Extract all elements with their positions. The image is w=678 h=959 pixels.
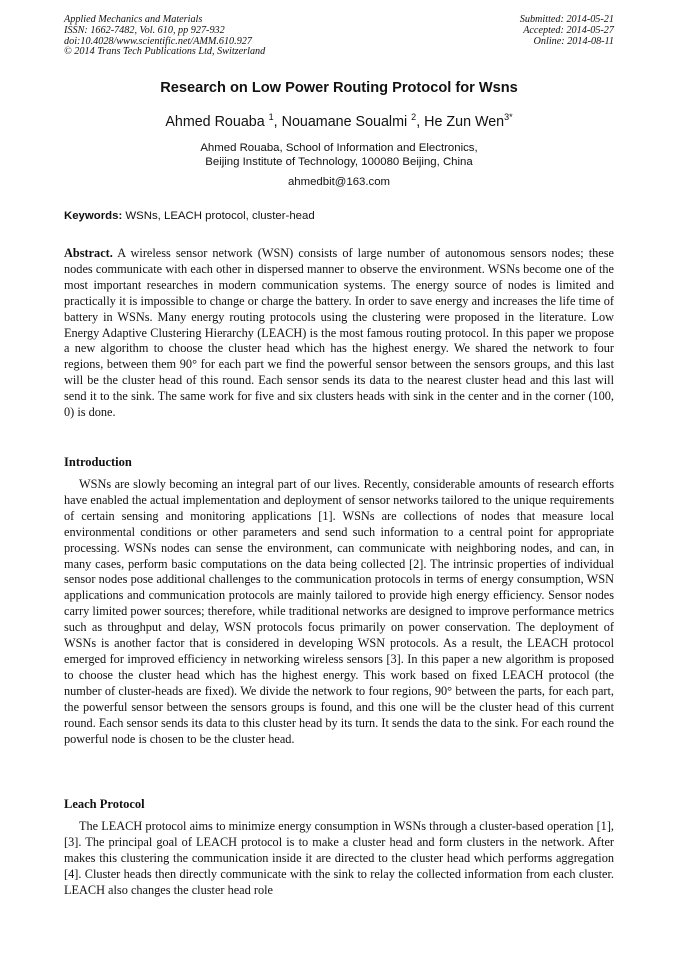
- journal-header: [64, 15, 265, 58]
- author-affiliation-mark: 3*: [504, 112, 513, 122]
- online-date: Online: 2014-08-11: [533, 35, 614, 47]
- keywords: [64, 210, 315, 222]
- journal-issn: ISSN: 1662-7482, Vol. 610, pp 927-932: [64, 24, 225, 36]
- abstract: [64, 246, 614, 421]
- submitted-date: Submitted: 2014-05-21: [519, 14, 614, 25]
- author-list: [0, 114, 678, 130]
- author-affiliation-mark: 1: [268, 112, 274, 122]
- paper-title: Research on Low Power Routing Protocol for Wsns: [160, 80, 518, 96]
- author-name: Nouamane Soualmi: [281, 114, 412, 130]
- leach-protocol-text: The LEACH protocol aims to minimize energy consumption in WSNs through a cluster-based operation [1], [3]. The principal goal of LEACH protocol is to make a cluster head and form clusters in the network. After makes this clustering the communication inside it are directed to the cluster head which performs aggregation [4]. Cluster heads then directly communicate with the sink to relay the collected information from each cluster. LEACH also changes the cluster head role: [64, 819, 614, 897]
- dates-header: [520, 15, 614, 47]
- author-email: ahmedbit@163.com: [287, 176, 391, 188]
- author-affiliation-mark: 2: [411, 112, 417, 122]
- keywords-label: Keywords:: [64, 210, 123, 222]
- author-name: He Zun Wen: [424, 114, 505, 130]
- author-name: Ahmed Rouaba: [165, 114, 269, 130]
- affiliation: [0, 141, 678, 170]
- abstract-text: A wireless sensor network (WSN) consists of large number of autonomous sensors nodes; these nodes communicate with each other in dispersed manner to observe the environment. WSNs become one of the most important researches in modern communication systems. The energy source of nodes is limited and practically it is impossible to change or charge the battery. In order to save energy and increases the life time of battery in WSNs. Many energy routing protocols using the clustering were proposed in the literature. Low Energy Adaptive Clustering Hierarchy (LEACH) is the most famous routing protocol. In this paper we propose a new algorithm to choose the cluster head which has the highest energy. We shared the network to four regions, between them 90° for each part we find the powerful sensor between the sensors groups, and this last will be the cluster head of this round. Each sensor sends its data to the nearest cluster head and this last will send it to the sink. The same work for five and six clusters heads with sink in the center and in the corner (100, 0) is done.: [64, 246, 614, 420]
- introduction-heading: Introduction: [64, 455, 132, 469]
- journal-copyright: © 2014 Trans Tech Publications Ltd, Switzerland: [64, 46, 266, 58]
- journal-name: Applied Mechanics and Materials: [64, 14, 203, 25]
- abstract-label: Abstract.: [64, 246, 113, 260]
- journal-doi: doi:10.4028/www.scientific.net/AMM.610.927: [64, 35, 252, 47]
- author-separator: ,: [416, 114, 425, 130]
- author-separator: ,: [273, 114, 282, 130]
- introduction-text: WSNs are slowly becoming an integral part of our lives. Recently, considerable amounts of research efforts have enabled the actual implementation and deployment of sensor networks tailored to the unique requirements of certain sensing and monitoring applications [1]. WSNs are collections of nodes that measure local environmental conditions or other parameters and send such information to a central point for appropriate processing. WSNs nodes can sense the environment, can communicate with neighboring nodes, and can, in many cases, perform basic computations on the data being collected [2]. The intrinsic properties of individual sensor nodes pose additional challenges to the communication protocols in terms of energy consumption, WSN applications and communication protocols are mainly tailored to provide high energy efficiency. Sensor nodes carry limited power sources; therefore, while traditional networks are designed to improve performance metrics such as throughput and delay, WSN protocols focus primarily on power conservation. The deployment of WSNs is another factor that is considered in developing WSN protocols. As a result, the LEACH protocol emerged for improved efficiency in networking wireless sensors [3]. In this paper a new algorithm is proposed to choose the cluster head which has the highest energy. This work based on fixed LEACH protocol (the number of cluster-heads are fixed). We divide the network to four regions, 90° between the parts, for each part, the powerful sensor between the sensors groups is found, and this one will be the cluster head of this current round. Each sensor sends its data to this cluster head by its turn. It sends the data to the sink. For each round the powerful node is chosen to be the cluster head.: [64, 477, 614, 746]
- leach-protocol-heading: Leach Protocol: [64, 797, 145, 811]
- affiliation-line: Beijing Institute of Technology, 100080 Beijing, China: [205, 156, 473, 169]
- affiliation-line: Ahmed Rouaba, School of Information and Electronics,: [200, 142, 478, 154]
- accepted-date: Accepted: 2014-05-27: [523, 24, 614, 36]
- keywords-text: WSNs, LEACH protocol, cluster-head: [122, 210, 315, 222]
